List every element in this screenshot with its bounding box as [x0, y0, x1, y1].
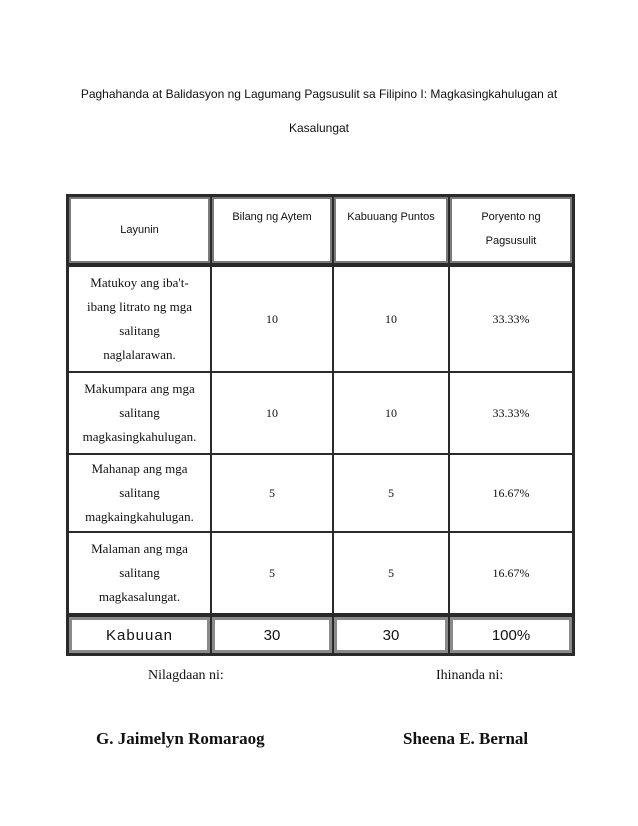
total-points-cell: 5 [333, 532, 449, 614]
objective-line: salitang [119, 323, 160, 338]
header-total-points: Kabuuang Puntos [333, 194, 449, 266]
objective-line: ibang litrato ng mga [86, 299, 193, 314]
objective-cell [68, 454, 211, 532]
objective-line: salitang [119, 405, 160, 420]
percentage-cell: 16.67% [449, 532, 573, 614]
table-row [68, 372, 573, 454]
total-item-count-cell: 30 [211, 614, 333, 656]
objective-line: naglalarawan. [103, 347, 176, 362]
objective-line: magkaingkahulugan. [85, 509, 194, 524]
total-points-cell: 5 [333, 454, 449, 532]
objective-cell [68, 266, 211, 372]
header-percentage-line-2: Pagsusulit [485, 235, 537, 247]
table-row [68, 454, 573, 532]
item-count-cell: 5 [211, 454, 333, 532]
objective-line: Matukoy ang iba't- [90, 275, 189, 290]
document-title-line-2: Kasalungat [288, 121, 350, 135]
objective-line: salitang [119, 565, 160, 580]
percentage-cell: 16.67% [449, 454, 573, 532]
header-percentage-line-1: Poryento ng [481, 211, 541, 223]
objective-line: salitang [119, 485, 160, 500]
table-row [68, 532, 573, 614]
document-title-line-1: Paghahanda at Balidasyon ng Lagumang Pagsusulit sa Filipino I: Magkasingkahulugan at [80, 87, 558, 101]
total-points-sum-cell: 30 [333, 614, 449, 656]
table-row [68, 266, 573, 372]
header-objective: Layunin [68, 194, 211, 266]
header-percentage [449, 194, 573, 266]
percentage-cell: 33.33% [449, 266, 573, 372]
objective-cell [68, 532, 211, 614]
item-count-cell: 10 [211, 266, 333, 372]
objective-line: Mahanap ang mga [91, 461, 188, 476]
preparer-name: Sheena E. Bernal [403, 729, 529, 748]
item-count-cell: 10 [211, 372, 333, 454]
total-label-cell: Kabuuan [68, 614, 211, 656]
total-points-cell: 10 [333, 372, 449, 454]
prepared-by-label: Ihinanda ni: [436, 668, 504, 683]
reviewer-name: G. Jaimelyn Romaraog [96, 729, 265, 748]
reviewed-by-label: Nilagdaan ni: [148, 668, 224, 683]
table-header-row [68, 194, 573, 266]
table-total-row [68, 614, 573, 656]
percentage-cell: 33.33% [449, 372, 573, 454]
header-item-count: Bilang ng Aytem [211, 194, 333, 266]
test-summary-table [66, 194, 575, 656]
item-count-cell: 5 [211, 532, 333, 614]
objective-line: Malaman ang mga [91, 541, 188, 556]
total-percentage-cell: 100% [449, 614, 573, 656]
objective-line: magkasingkahulugan. [82, 429, 197, 444]
total-points-cell: 10 [333, 266, 449, 372]
objective-cell [68, 372, 211, 454]
objective-line: Makumpara ang mga [84, 381, 195, 396]
objective-line: magkasalungat. [98, 589, 181, 604]
